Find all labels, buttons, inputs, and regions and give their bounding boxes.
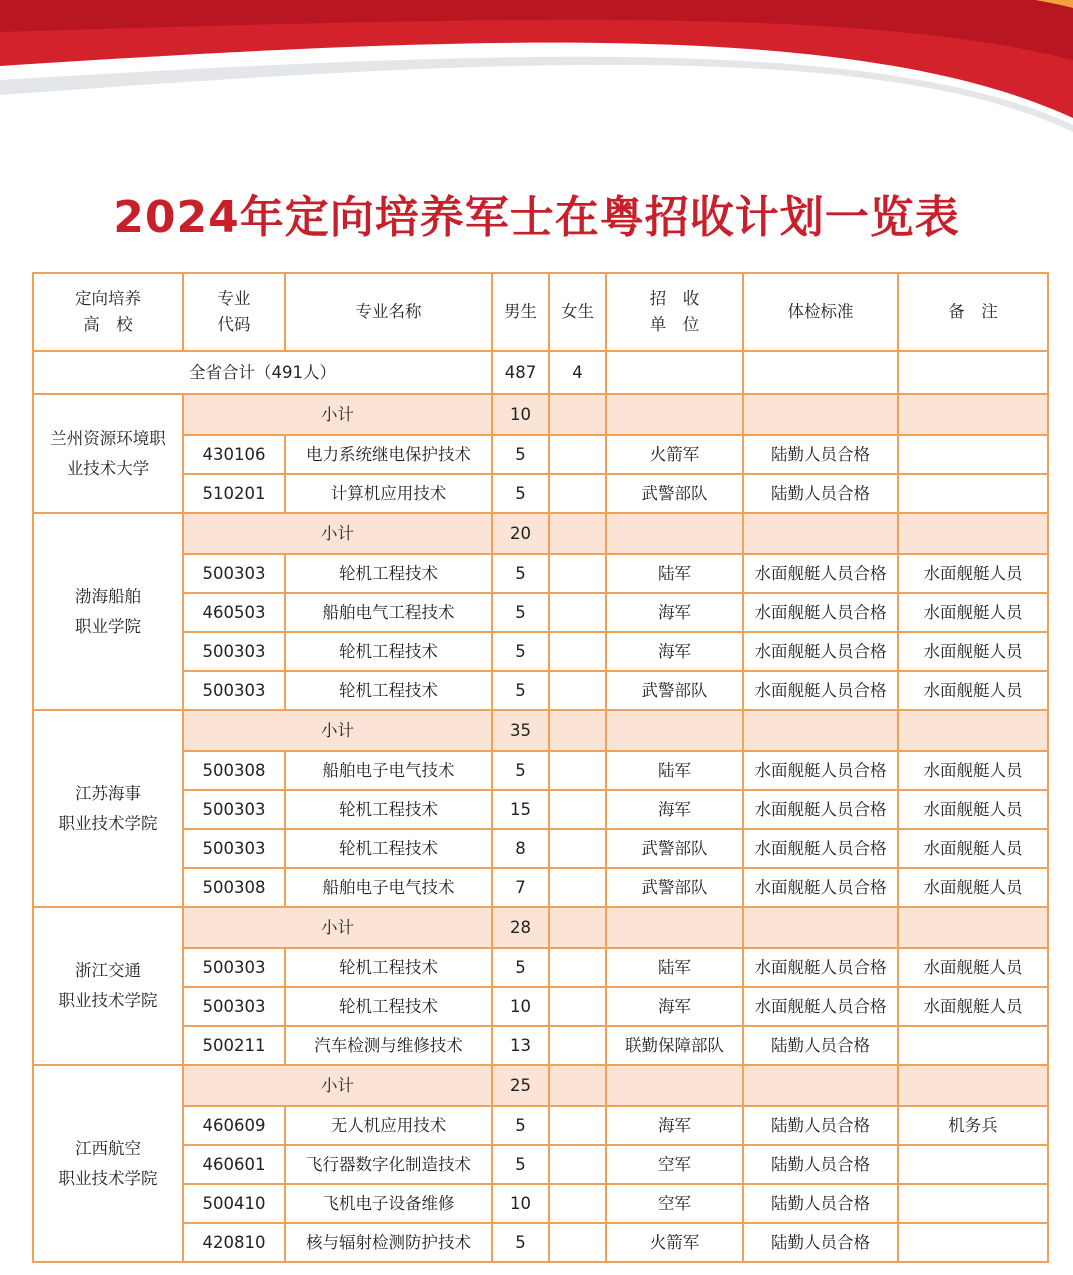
major-code-cell: 460601 [183,1145,285,1184]
school-name [33,394,183,513]
female-count-cell [549,790,606,829]
table-row [33,868,1048,907]
header-physical: 体检标准 [743,273,898,351]
recruit-unit-cell: 火箭军 [606,1223,743,1262]
major-code-cell: 500303 [183,554,285,593]
physical-standard-cell: 水面舰艇人员合格 [743,868,898,907]
female-count-cell [549,751,606,790]
subtotal-row [33,710,1048,751]
remark-cell: 水面舰艇人员 [898,671,1048,710]
major-name-cell: 轮机工程技术 [285,987,492,1026]
header-school-line1: 定向培养 [75,289,141,308]
female-count-cell [549,829,606,868]
recruit-unit-cell: 火箭军 [606,435,743,474]
recruit-unit-cell: 海军 [606,593,743,632]
subtotal-empty [743,513,898,554]
physical-standard-cell: 陆勤人员合格 [743,474,898,513]
subtotal-empty [549,394,606,435]
female-count-cell [549,1184,606,1223]
physical-standard-cell: 陆勤人员合格 [743,1026,898,1065]
major-code-cell: 500303 [183,948,285,987]
header-unit [606,273,743,351]
physical-standard-cell: 水面舰艇人员合格 [743,593,898,632]
recruit-unit-cell: 空军 [606,1145,743,1184]
header-code-line2: 代码 [217,315,251,334]
table-row [33,593,1048,632]
subtotal-empty [606,394,743,435]
subtotal-empty [549,513,606,554]
major-code-cell: 500303 [183,829,285,868]
major-code-cell: 510201 [183,474,285,513]
subtotal-empty [743,907,898,948]
school-name-line2: 职业技术学院 [58,1168,158,1188]
remark-cell [898,1223,1048,1262]
total-empty-unit [606,351,743,394]
school-name-line1: 兰州资源环境职 [50,428,166,448]
header-major: 专业名称 [285,273,492,351]
subtotal-label: 小计 [183,394,492,435]
physical-standard-cell: 水面舰艇人员合格 [743,987,898,1026]
major-name-cell: 计算机应用技术 [285,474,492,513]
total-male: 487 [492,351,549,394]
major-code-cell: 500410 [183,1184,285,1223]
remark-cell: 水面舰艇人员 [898,829,1048,868]
remark-cell: 水面舰艇人员 [898,751,1048,790]
school-name [33,907,183,1065]
subtotal-empty [549,710,606,751]
major-name-cell: 电力系统继电保护技术 [285,435,492,474]
major-name-cell: 船舶电气工程技术 [285,593,492,632]
female-count-cell [549,1223,606,1262]
physical-standard-cell: 水面舰艇人员合格 [743,751,898,790]
subtotal-empty [898,710,1048,751]
recruit-unit-cell: 武警部队 [606,829,743,868]
total-empty-remark [898,351,1048,394]
recruit-unit-cell: 陆军 [606,751,743,790]
male-count-cell: 5 [492,948,549,987]
male-count-cell: 5 [492,632,549,671]
table-row [33,671,1048,710]
female-count-cell [549,435,606,474]
table-row [33,1106,1048,1145]
header-code [183,273,285,351]
subtotal-row [33,1065,1048,1106]
female-count-cell [549,554,606,593]
major-code-cell: 420810 [183,1223,285,1262]
table-row [33,987,1048,1026]
subtotal-empty [606,513,743,554]
remark-cell [898,474,1048,513]
female-count-cell [549,948,606,987]
remark-cell [898,1026,1048,1065]
physical-standard-cell: 陆勤人员合格 [743,1184,898,1223]
major-code-cell: 500308 [183,868,285,907]
subtotal-male: 35 [492,710,549,751]
remark-cell: 水面舰艇人员 [898,593,1048,632]
school-name-line1: 江苏海事 [75,783,141,803]
recruit-unit-cell: 武警部队 [606,671,743,710]
male-count-cell: 5 [492,1106,549,1145]
remark-cell [898,435,1048,474]
subtotal-empty [743,710,898,751]
major-name-cell: 轮机工程技术 [285,790,492,829]
male-count-cell: 10 [492,1184,549,1223]
header-remark: 备 注 [898,273,1048,351]
subtotal-row [33,394,1048,435]
table-row [33,1145,1048,1184]
male-count-cell: 5 [492,474,549,513]
subtotal-empty [898,394,1048,435]
major-code-cell: 500211 [183,1026,285,1065]
subtotal-empty [606,1065,743,1106]
female-count-cell [549,987,606,1026]
remark-cell: 水面舰艇人员 [898,987,1048,1026]
school-name-line1: 浙江交通 [75,961,141,980]
male-count-cell: 10 [492,987,549,1026]
total-empty-physical [743,351,898,394]
male-count-cell: 5 [492,554,549,593]
subtotal-empty [898,907,1048,948]
table-row [33,948,1048,987]
table-row [33,751,1048,790]
table-row [33,790,1048,829]
subtotal-empty [898,1065,1048,1106]
female-count-cell [549,671,606,710]
total-female: 4 [549,351,606,394]
remark-cell: 水面舰艇人员 [898,868,1048,907]
table-row [33,829,1048,868]
physical-standard-cell: 水面舰艇人员合格 [743,554,898,593]
recruit-unit-cell: 海军 [606,790,743,829]
table-row [33,1223,1048,1262]
subtotal-empty [549,1065,606,1106]
major-code-cell: 460503 [183,593,285,632]
major-code-cell: 430106 [183,435,285,474]
subtotal-empty [606,710,743,751]
subtotal-male: 20 [492,513,549,554]
male-count-cell: 8 [492,829,549,868]
subtotal-empty [743,1065,898,1106]
remark-cell [898,1184,1048,1223]
major-code-cell: 500303 [183,790,285,829]
school-name [33,513,183,710]
female-count-cell [549,474,606,513]
major-name-cell: 轮机工程技术 [285,948,492,987]
subtotal-label: 小计 [183,907,492,948]
recruit-unit-cell: 海军 [606,987,743,1026]
major-name-cell: 飞机电子设备维修 [285,1184,492,1223]
page-title: 2024年定向培养军士在粤招收计划一览表 [113,192,960,243]
major-name-cell: 船舶电子电气技术 [285,868,492,907]
male-count-cell: 5 [492,593,549,632]
remark-cell: 水面舰艇人员 [898,948,1048,987]
major-code-cell: 500303 [183,632,285,671]
table-row [33,632,1048,671]
recruit-unit-cell: 联勤保障部队 [606,1026,743,1065]
school-name [33,1065,183,1262]
header-unit-line2: 单 位 [649,315,700,334]
total-row [33,351,1048,394]
remark-cell: 水面舰艇人员 [898,554,1048,593]
male-count-cell: 5 [492,751,549,790]
female-count-cell [549,1026,606,1065]
subtotal-row [33,513,1048,554]
major-name-cell: 船舶电子电气技术 [285,751,492,790]
subtotal-male: 10 [492,394,549,435]
subtotal-empty [743,394,898,435]
header-school [33,273,183,351]
school-name-line2: 职业学院 [75,616,141,636]
subtotal-label: 小计 [183,1065,492,1106]
recruitment-plan-table [32,272,1049,1263]
recruit-unit-cell: 空军 [606,1184,743,1223]
physical-standard-cell: 水面舰艇人员合格 [743,948,898,987]
physical-standard-cell: 陆勤人员合格 [743,1145,898,1184]
subtotal-label: 小计 [183,710,492,751]
male-count-cell: 15 [492,790,549,829]
major-name-cell: 轮机工程技术 [285,829,492,868]
table-row [33,554,1048,593]
male-count-cell: 13 [492,1026,549,1065]
major-name-cell: 轮机工程技术 [285,554,492,593]
female-count-cell [549,632,606,671]
physical-standard-cell: 陆勤人员合格 [743,1223,898,1262]
header-female: 女生 [549,273,606,351]
male-count-cell: 5 [492,671,549,710]
header-unit-line1: 招 收 [649,289,700,308]
subtotal-row [33,907,1048,948]
subtotal-empty [898,513,1048,554]
table-row [33,1184,1048,1223]
table-row [33,435,1048,474]
female-count-cell [549,593,606,632]
physical-standard-cell: 陆勤人员合格 [743,1106,898,1145]
school-name-line2: 业技术大学 [66,458,150,478]
recruit-unit-cell: 武警部队 [606,868,743,907]
subtotal-male: 28 [492,907,549,948]
school-name-line2: 职业技术学院 [58,813,158,833]
male-count-cell: 7 [492,868,549,907]
major-name-cell: 飞行器数字化制造技术 [285,1145,492,1184]
school-name [33,710,183,907]
major-code-cell: 460609 [183,1106,285,1145]
decorative-banner [0,0,1073,140]
remark-cell: 水面舰艇人员 [898,632,1048,671]
physical-standard-cell: 水面舰艇人员合格 [743,632,898,671]
major-name-cell: 核与辐射检测防护技术 [285,1223,492,1262]
subtotal-male: 25 [492,1065,549,1106]
remark-cell: 机务兵 [898,1106,1048,1145]
subtotal-label: 小计 [183,513,492,554]
school-name-line1: 渤海船舶 [75,586,141,606]
major-name-cell: 汽车检测与维修技术 [285,1026,492,1065]
table-row [33,1026,1048,1065]
recruit-unit-cell: 海军 [606,1106,743,1145]
recruit-unit-cell: 海军 [606,632,743,671]
female-count-cell [549,868,606,907]
female-count-cell [549,1145,606,1184]
physical-standard-cell: 水面舰艇人员合格 [743,829,898,868]
header-code-line1: 专业 [217,289,251,308]
major-name-cell: 轮机工程技术 [285,671,492,710]
major-code-cell: 500303 [183,987,285,1026]
physical-standard-cell: 水面舰艇人员合格 [743,790,898,829]
major-code-cell: 500308 [183,751,285,790]
header-male: 男生 [492,273,549,351]
female-count-cell [549,1106,606,1145]
major-name-cell: 无人机应用技术 [285,1106,492,1145]
major-code-cell: 500303 [183,671,285,710]
school-name-line1: 江西航空 [75,1138,141,1158]
total-label: 全省合计（491人） [33,351,492,394]
subtotal-empty [606,907,743,948]
physical-standard-cell: 陆勤人员合格 [743,435,898,474]
header-row [33,273,1048,351]
male-count-cell: 5 [492,435,549,474]
table-row [33,474,1048,513]
recruit-unit-cell: 武警部队 [606,474,743,513]
physical-standard-cell: 水面舰艇人员合格 [743,671,898,710]
recruit-unit-cell: 陆军 [606,554,743,593]
remark-cell [898,1145,1048,1184]
major-name-cell: 轮机工程技术 [285,632,492,671]
header-school-line2: 高 校 [83,315,133,334]
school-name-line2: 职业技术学院 [58,991,158,1010]
recruit-unit-cell: 陆军 [606,948,743,987]
male-count-cell: 5 [492,1145,549,1184]
remark-cell: 水面舰艇人员 [898,790,1048,829]
subtotal-empty [549,907,606,948]
male-count-cell: 5 [492,1223,549,1262]
